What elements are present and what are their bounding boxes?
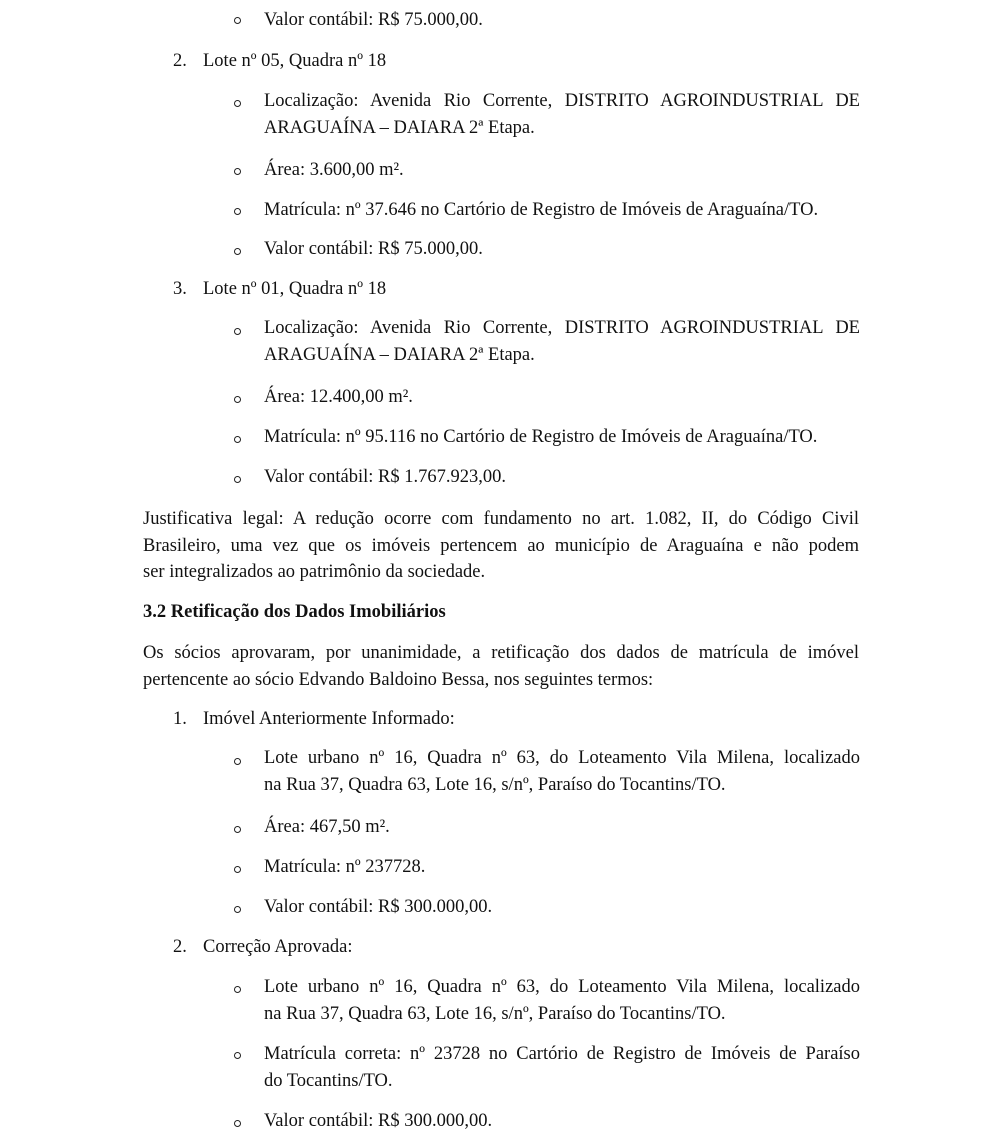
lote-05-area: Área: 3.600,00 m².	[264, 160, 404, 180]
paragraph-line: pertencente ao sócio Edvando Baldoino Bessa, nos seguintes termos:	[143, 669, 654, 690]
lote-line-2: na Rua 37, Quadra 63, Lote 16, s/nº, Paraíso do Tocantins/TO.	[264, 775, 726, 795]
lote-line-1: Lote urbano nº 16, Quadra nº 63, do Loteamento Vila Milena, localizado	[264, 977, 860, 997]
item-1-lote	[264, 745, 860, 799]
list-number: 3.	[173, 279, 187, 299]
item-1-valor: Valor contábil: R$ 300.000,00.	[264, 897, 493, 917]
lote-05-localizacao	[264, 88, 860, 142]
paragraph-line: ser integralizados ao patrimônio da sociedade.	[143, 562, 486, 582]
list-number: 2.	[173, 937, 187, 957]
paragraph-line: Os sócios aprovaram, por unanimidade, a retificação dos dados de matrícula de imóvel	[143, 643, 859, 663]
lote-01-area: Área: 12.400,00 m².	[264, 387, 413, 407]
valor-contabil-text: Valor contábil: R$ 75.000,00.	[264, 10, 483, 30]
item-1-area: Área: 467,50 m².	[264, 817, 390, 837]
bullet-icon	[234, 100, 241, 107]
bullet-icon	[234, 1052, 241, 1059]
localizacao-line-2: ARAGUAÍNA – DAIARA 2ª Etapa.	[264, 345, 535, 365]
lote-01-title: Lote nº 01, Quadra nº 18	[203, 279, 387, 299]
bullet-icon	[234, 986, 241, 993]
lote-01-matricula: Matrícula: nº 95.116 no Cartório de Registro de Imóveis de Araguaína/TO.	[264, 427, 818, 447]
lote-01-valor: Valor contábil: R$ 1.767.923,00.	[264, 467, 507, 487]
item-1-matricula: Matrícula: nº 237728.	[264, 857, 426, 877]
lote-line-1: Lote urbano nº 16, Quadra nº 63, do Loteamento Vila Milena, localizado	[264, 748, 860, 768]
bullet-icon	[234, 826, 241, 833]
item-2-lote	[264, 974, 860, 1028]
matricula-line-1: Matrícula correta: nº 23728 no Cartório de Registro de Imóveis de Paraíso	[264, 1044, 860, 1064]
bullet-icon	[234, 328, 241, 335]
bullet-icon	[234, 866, 241, 873]
matricula-line-2: do Tocantins/TO.	[264, 1071, 393, 1091]
bullet-icon	[234, 436, 241, 443]
bullet-icon	[234, 906, 241, 913]
item-2-valor: Valor contábil: R$ 300.000,00.	[264, 1111, 493, 1131]
localizacao-line-2: ARAGUAÍNA – DAIARA 2ª Etapa.	[264, 118, 535, 138]
bullet-icon	[234, 208, 241, 215]
lote-05-title: Lote nº 05, Quadra nº 18	[203, 51, 387, 71]
bullet-icon	[234, 396, 241, 403]
lote-line-2: na Rua 37, Quadra 63, Lote 16, s/nº, Paraíso do Tocantins/TO.	[264, 1004, 726, 1024]
lote-05-matricula: Matrícula: nº 37.646 no Cartório de Registro de Imóveis de Araguaína/TO.	[264, 200, 819, 220]
bullet-icon	[234, 168, 241, 175]
item-2-matricula	[264, 1041, 860, 1095]
list-number: 1.	[173, 709, 187, 729]
lote-05-valor: Valor contábil: R$ 75.000,00.	[264, 239, 483, 259]
paragraph-line: Justificativa legal: A redução ocorre com fundamento no art. 1.082, II, do Código Civil	[143, 509, 859, 529]
section-heading: 3.2 Retificação dos Dados Imobiliários	[143, 602, 446, 622]
paragraph-line: Brasileiro, uma vez que os imóveis pertencem ao município de Araguaína e não podem	[143, 535, 859, 556]
bullet-icon	[234, 1120, 241, 1127]
bullet-icon	[234, 248, 241, 255]
bullet-icon	[234, 758, 241, 765]
item-2-title: Correção Aprovada:	[203, 937, 353, 957]
localizacao-line-1: Localização: Avenida Rio Corrente, DISTRITO AGROINDUSTRIAL DE	[264, 91, 860, 111]
section-intro-paragraph	[143, 640, 859, 693]
localizacao-line-1: Localização: Avenida Rio Corrente, DISTRITO AGROINDUSTRIAL DE	[264, 318, 860, 338]
justificativa-paragraph	[143, 506, 859, 586]
lote-01-localizacao	[264, 315, 860, 369]
item-1-title: Imóvel Anteriormente Informado:	[203, 709, 455, 729]
bullet-icon	[234, 17, 241, 24]
list-number: 2.	[173, 51, 187, 71]
bullet-icon	[234, 476, 241, 483]
